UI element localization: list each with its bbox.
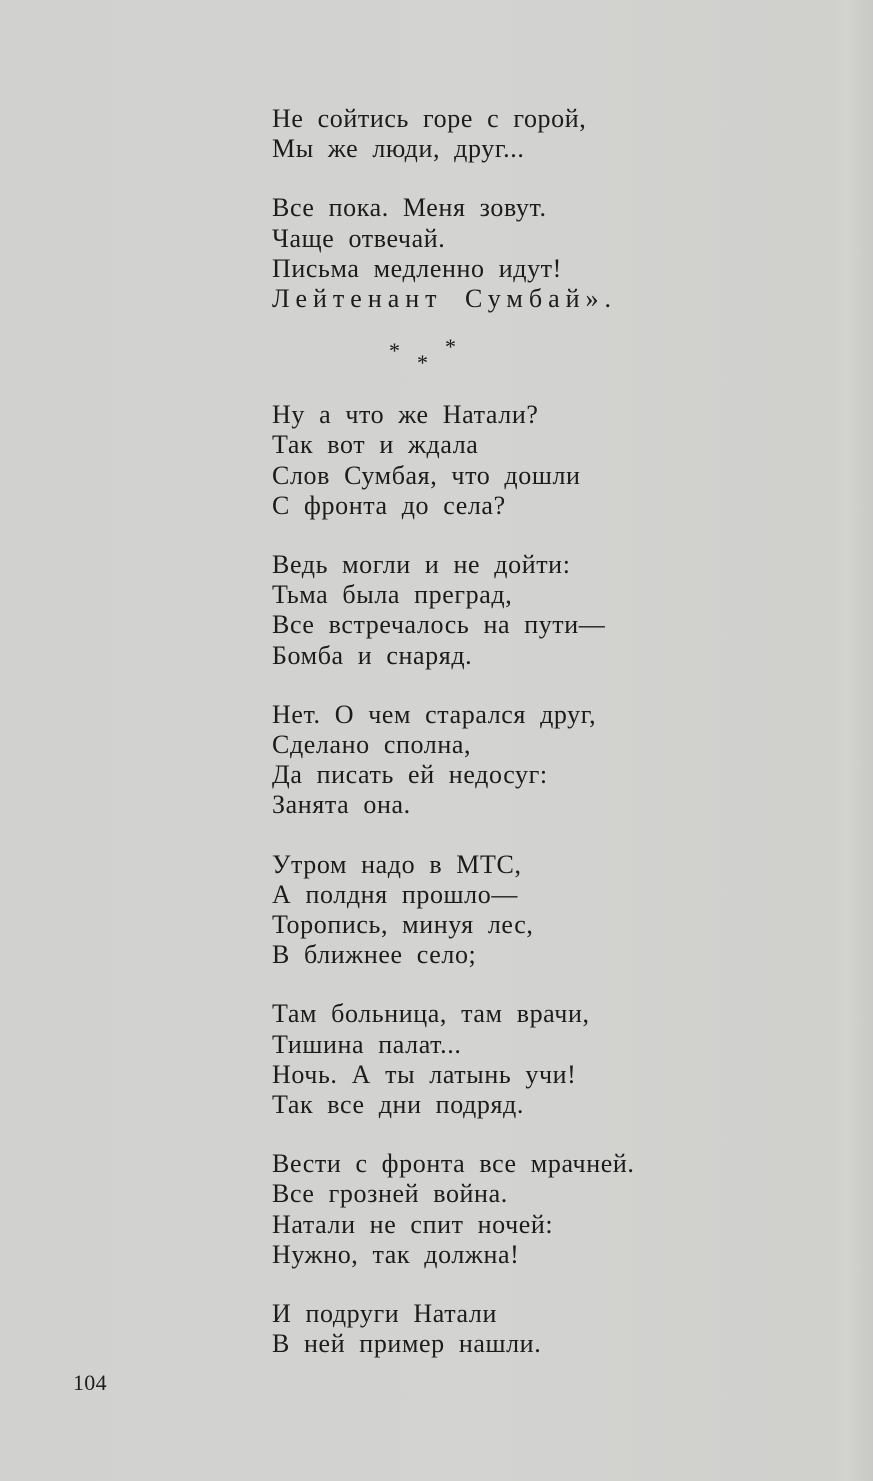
poem-line: Все встречалось на пути—: [272, 610, 606, 640]
stanza: [272, 400, 812, 521]
poem-line: Нет. О чем старался друг,: [272, 699, 597, 729]
page-number: 104: [73, 1370, 107, 1395]
stanza: [272, 999, 812, 1120]
poem-line: Занята она.: [272, 790, 411, 820]
stanza: [272, 550, 812, 671]
poem-line: В ближнее село;: [272, 940, 477, 970]
asterism-separator: [378, 334, 458, 376]
poem-line: Мы же люди, друг...: [272, 134, 525, 164]
stanza: [272, 850, 812, 971]
poem-line: Ночь. А ты латынь учи!: [272, 1059, 577, 1089]
poem-line: Да писать ей недосуг:: [272, 760, 548, 790]
stanza: [272, 1149, 812, 1270]
stanza: [272, 104, 812, 164]
poem-line: Утром надо в МТС,: [272, 849, 522, 879]
poem-line: Не сойтись горе с горой,: [272, 104, 587, 133]
poem-line: Письма медленно идут!: [272, 253, 562, 283]
asterisk-mark: *: [445, 334, 456, 360]
poem-line: С фронта до села?: [272, 490, 506, 520]
poem-signature-line: Лейтенант Сумбай».: [272, 284, 618, 314]
page-edge-shadow: [831, 0, 873, 1481]
poem-line: Натали не спит ночей:: [272, 1209, 554, 1239]
poem-line: Ведь могли и не дойти:: [272, 550, 571, 580]
stanza: [272, 193, 812, 314]
asterisk-mark: *: [417, 350, 428, 376]
poem-line: Все пока. Меня зовут.: [272, 193, 547, 223]
poem-line: Нужно, так должна!: [272, 1239, 520, 1269]
poem-line: Торопись, минуя лес,: [272, 910, 534, 940]
poem-text: [272, 104, 812, 1389]
poem-line: Чаще отвечай.: [272, 223, 446, 253]
stanza: [272, 700, 812, 821]
poem-line: Тьма была преград,: [272, 580, 513, 610]
poem-line: Слов Сумбая, что дошли: [272, 460, 581, 490]
poem-line: Тишина палат...: [272, 1029, 462, 1059]
poem-line: Ну а что же Натали?: [272, 400, 539, 430]
stanza: [272, 1299, 812, 1359]
poem-line: Так вот и ждала: [272, 430, 479, 460]
poem-line: Вести с фронта все мрачней.: [272, 1149, 635, 1179]
poem-line: Так все дни подряд.: [272, 1090, 524, 1120]
poem-line: Все грозней война.: [272, 1179, 508, 1209]
asterisk-mark: *: [389, 338, 400, 364]
poem-line: А полдня прошло—: [272, 879, 518, 909]
poem-line: Там больница, там врачи,: [272, 999, 590, 1029]
poem-line: Сделано сполна,: [272, 730, 472, 760]
poem-line: И подруги Натали: [272, 1299, 497, 1329]
poem-line: В ней пример нашли.: [272, 1329, 542, 1359]
poem-line: Бомба и снаряд.: [272, 640, 473, 670]
